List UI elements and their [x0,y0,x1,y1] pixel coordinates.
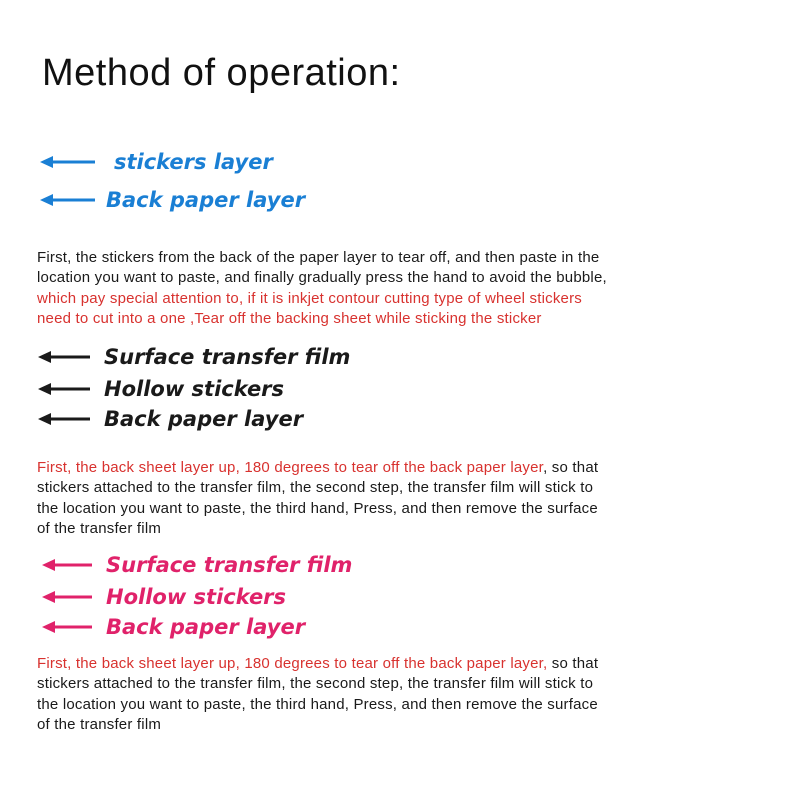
layer-label: Hollow stickers [106,585,287,609]
layer-row-hollow-stickers [38,377,284,401]
paragraph-line-highlight: need to cut into a one ,Tear off the backing sheet while sticking the sticker [37,310,542,328]
arrow-left-icon [42,558,92,572]
layer-row-back-paper [38,407,303,431]
paragraph-highlight: First, the back sheet layer up, 180 degrees to tear off the back paper layer, [37,655,548,672]
arrow-left-icon [40,193,96,207]
layer-label: Back paper layer [104,407,304,431]
arrow-left-icon [38,412,90,426]
layer-label: stickers layer [114,150,273,174]
layer-row-surface-transfer-film [42,553,352,577]
paragraph-line-highlight: which pay special attention to, if it is inkjet contour cutting type of wheel stickers [37,289,582,307]
layer-label: Back paper layer [106,615,306,639]
paragraph-line: stickers attached to the transfer film, the second step, the transfer film will stick to [37,479,594,497]
paragraph-highlight: First, the back sheet layer up, 180 degrees to tear off the back paper layer [37,459,544,476]
paragraph-text: , so that [543,459,599,476]
layer-row-stickers [40,150,273,174]
instruction-paragraph-2 [37,458,767,540]
paragraph-line: the location you want to paste, the third hand, Press, and then remove the surface [37,695,598,713]
paragraph-line: First, the stickers from the back of the paper layer to tear off, and then paste in the [37,249,600,266]
paragraph-line: of the transfer film [37,716,162,734]
paragraph-line: the location you want to paste, the third hand, Press, and then remove the surface [37,499,598,517]
arrow-left-icon [38,350,90,364]
layer-label: Surface transfer film [106,553,353,577]
arrow-left-icon [42,590,92,604]
paragraph-text: so that [547,655,599,672]
paragraph-line: stickers attached to the transfer film, the second step, the transfer film will stick to [37,675,594,693]
arrow-left-icon [38,382,90,396]
paragraph-line: of the transfer film [37,520,162,538]
paragraph-line [37,458,767,478]
arrow-left-icon [40,155,96,169]
paragraph-line [37,654,767,674]
instruction-paragraph-1 [37,248,767,330]
layer-row-back-paper [42,615,305,639]
layer-label: Surface transfer film [104,345,351,369]
arrow-left-icon [42,620,92,634]
page-title: Method of operation: [42,52,401,94]
layer-label: Hollow stickers [104,377,285,401]
paragraph-line: location you want to paste, and finally gradually press the hand to avoid the bubble, [37,269,607,287]
layer-label: Back paper layer [106,188,306,212]
layer-row-hollow-stickers [42,585,286,609]
layer-row-surface-transfer-film [38,345,350,369]
instruction-paragraph-3 [37,654,767,736]
layer-row-back-paper [40,188,305,212]
